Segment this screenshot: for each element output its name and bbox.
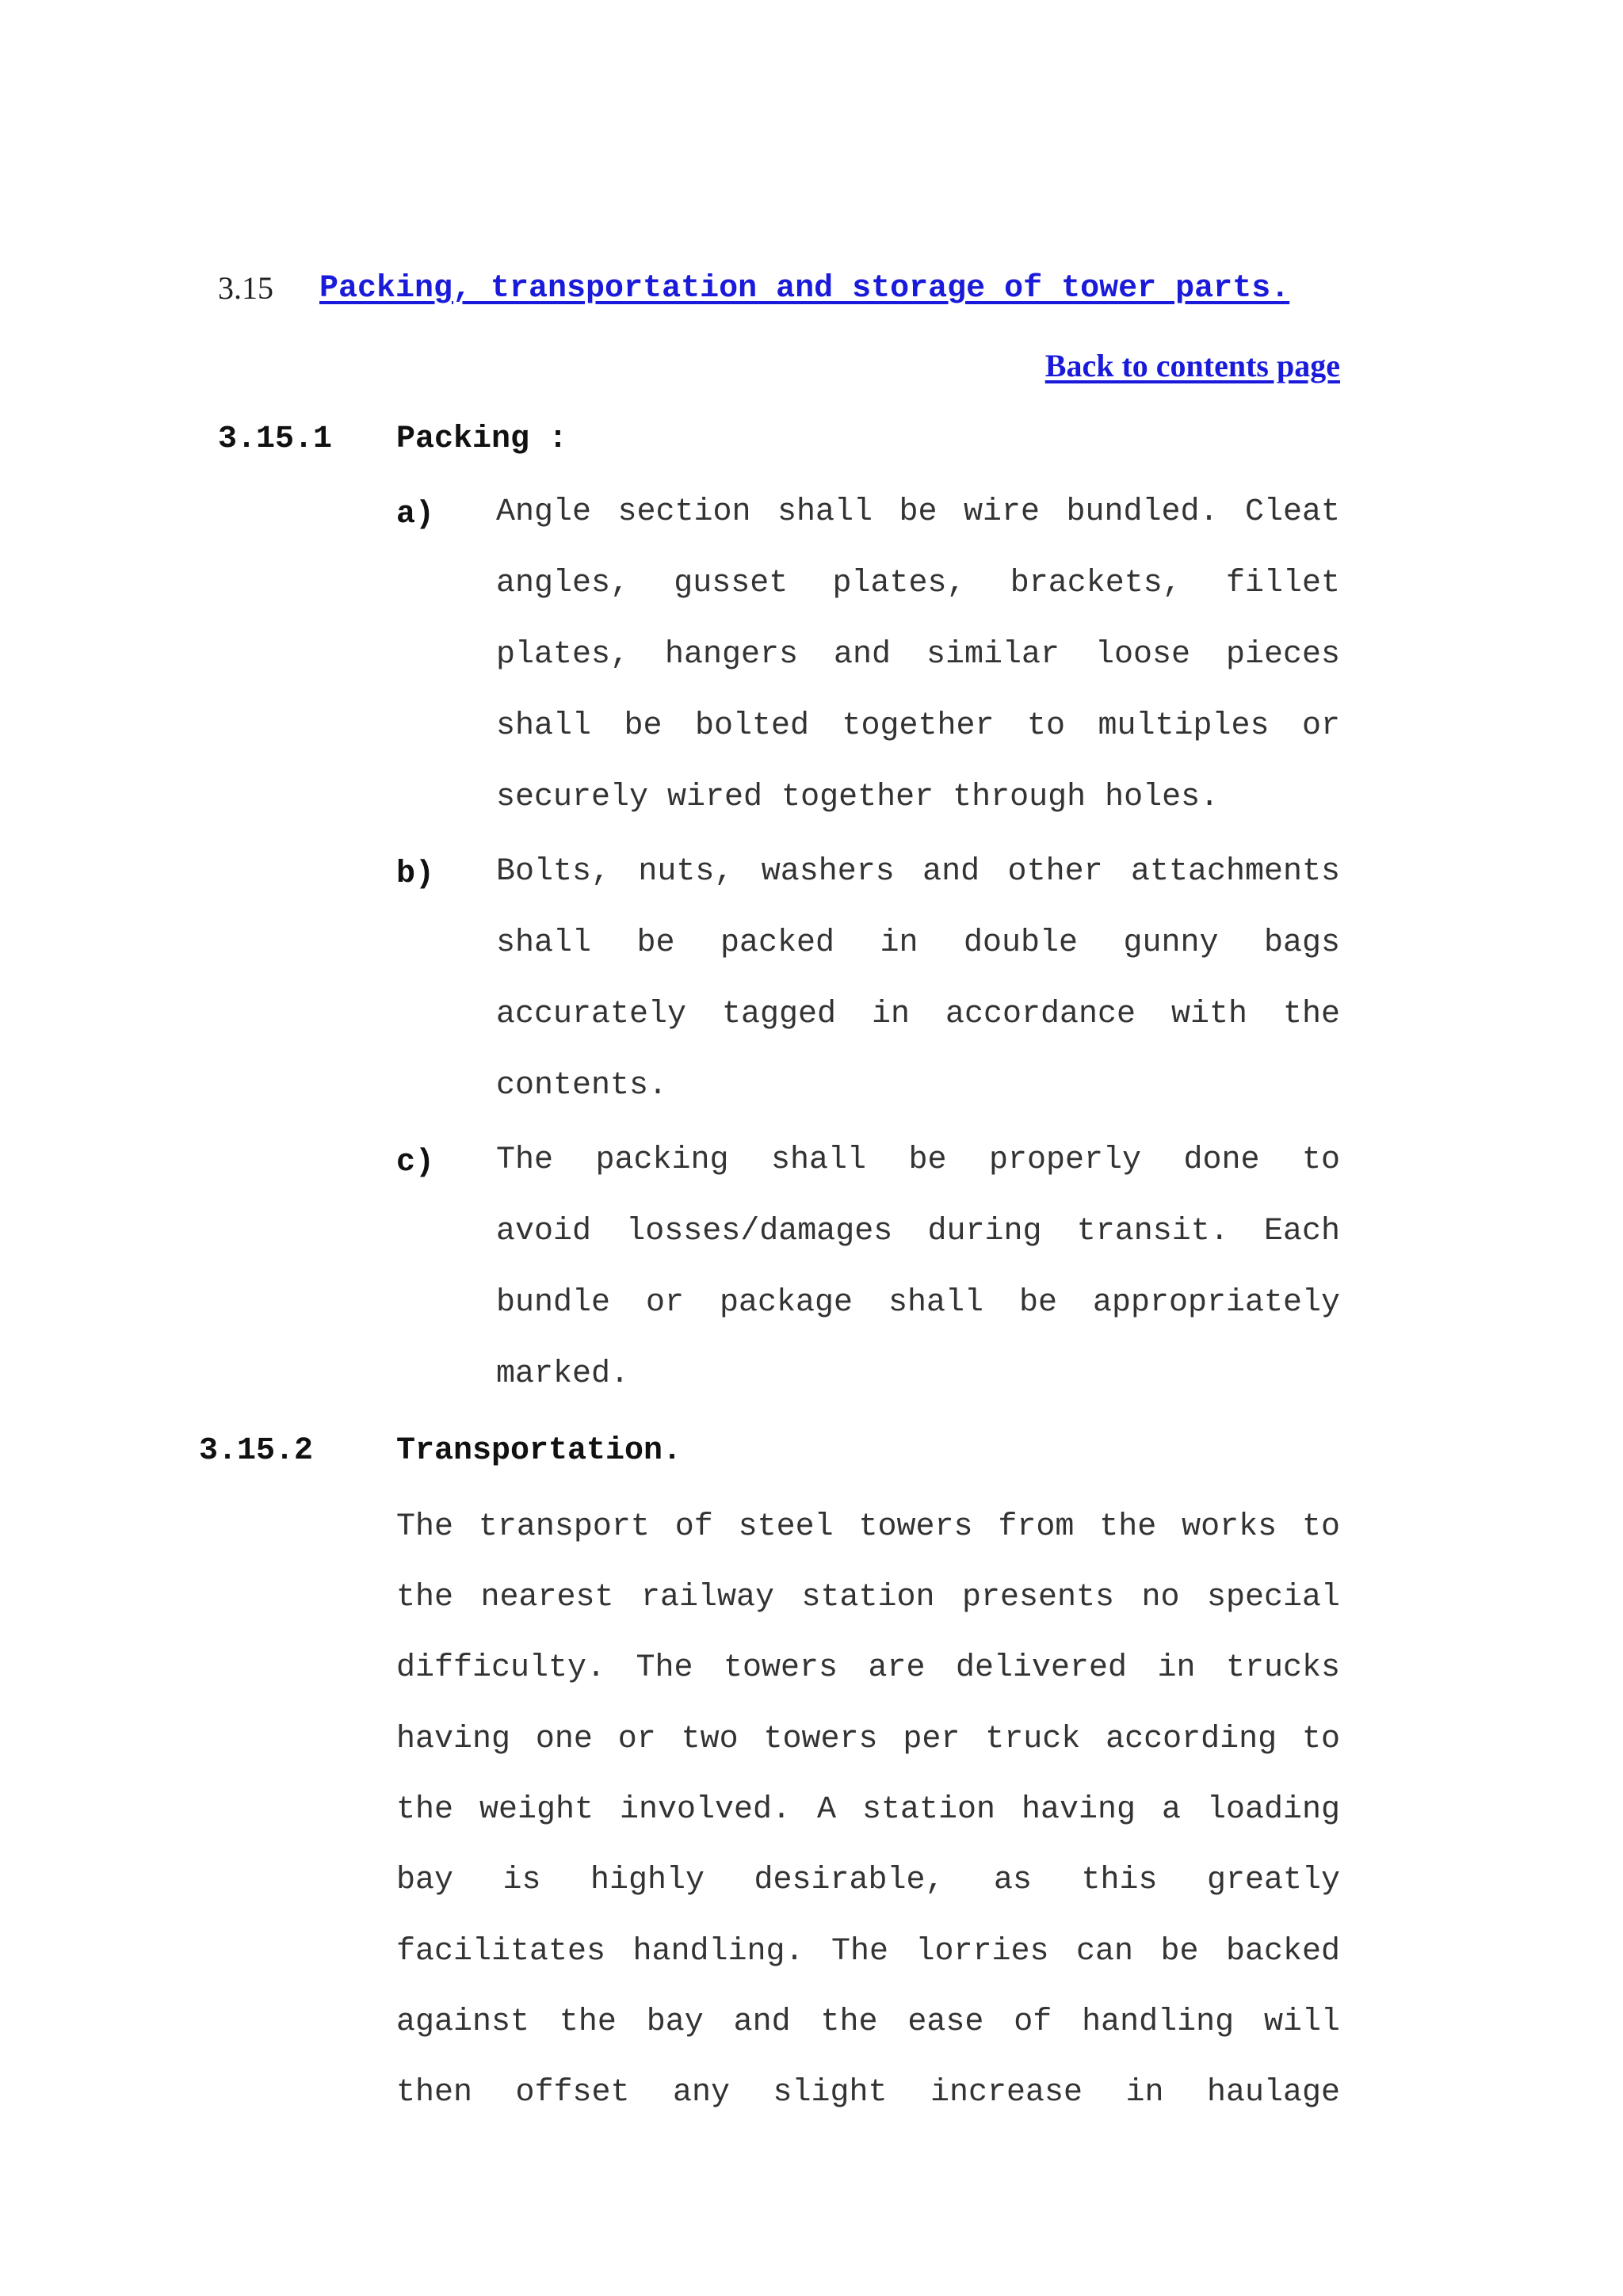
transportation-line: facilitates handling. The lorries can be backed — [396, 1934, 1340, 1970]
transportation-line: bay is highly desirable, as this greatly — [396, 1863, 1340, 1898]
packing-item-c-line: avoid losses/damages during transit. Each — [496, 1214, 1340, 1249]
back-to-contents-link[interactable]: Back to contents page — [1044, 348, 1340, 383]
transportation-line: The transport of steel towers from the works to — [396, 1509, 1340, 1545]
transportation-line: the nearest railway station presents no special — [396, 1580, 1340, 1615]
packing-item-a-line: plates, hangers and similar loose pieces — [496, 637, 1340, 673]
packing-item-a-line: securely wired together through holes. — [496, 780, 1220, 815]
transportation-line: then offset any slight increase in haulage — [396, 2075, 1340, 2111]
packing-item-a-line: angles, gusset plates, brackets, fillet — [496, 566, 1340, 601]
packing-item-label-b: b) — [396, 856, 435, 892]
packing-item-b-line: contents. — [496, 1068, 668, 1104]
section-title-link[interactable]: Packing, transportation and storage of tower parts. — [319, 271, 1290, 307]
transportation-line: the weight involved. A station having a loading — [396, 1792, 1340, 1828]
packing-title: Packing : — [396, 421, 568, 457]
packing-item-a-line: Angle section shall be wire bundled. Cleat — [496, 494, 1340, 530]
transportation-line: difficulty. The towers are delivered in trucks — [396, 1650, 1340, 1686]
packing-item-a-line: shall be bolted together to multiples or — [496, 708, 1340, 744]
section-number: 3.15 — [218, 270, 273, 306]
transportation-line: against the bay and the ease of handling will — [396, 2004, 1340, 2040]
packing-item-b-line: Bolts, nuts, washers and other attachments — [496, 854, 1340, 890]
packing-item-b-line: shall be packed in double gunny bags — [496, 925, 1340, 961]
packing-item-c-line: bundle or package shall be appropriately — [496, 1285, 1340, 1321]
packing-item-label-a: a) — [396, 497, 435, 532]
packing-item-c-line: The packing shall be properly done to — [496, 1142, 1340, 1178]
packing-number: 3.15.1 — [218, 421, 333, 457]
transportation-title: Transportation. — [396, 1433, 682, 1469]
transportation-line: having one or two towers per truck according to — [396, 1722, 1340, 1757]
packing-item-b-line: accurately tagged in accordance with the — [496, 997, 1340, 1032]
packing-item-label-c: c) — [396, 1145, 435, 1180]
packing-item-c-line: marked. — [496, 1356, 630, 1392]
transportation-number: 3.15.2 — [199, 1433, 314, 1469]
